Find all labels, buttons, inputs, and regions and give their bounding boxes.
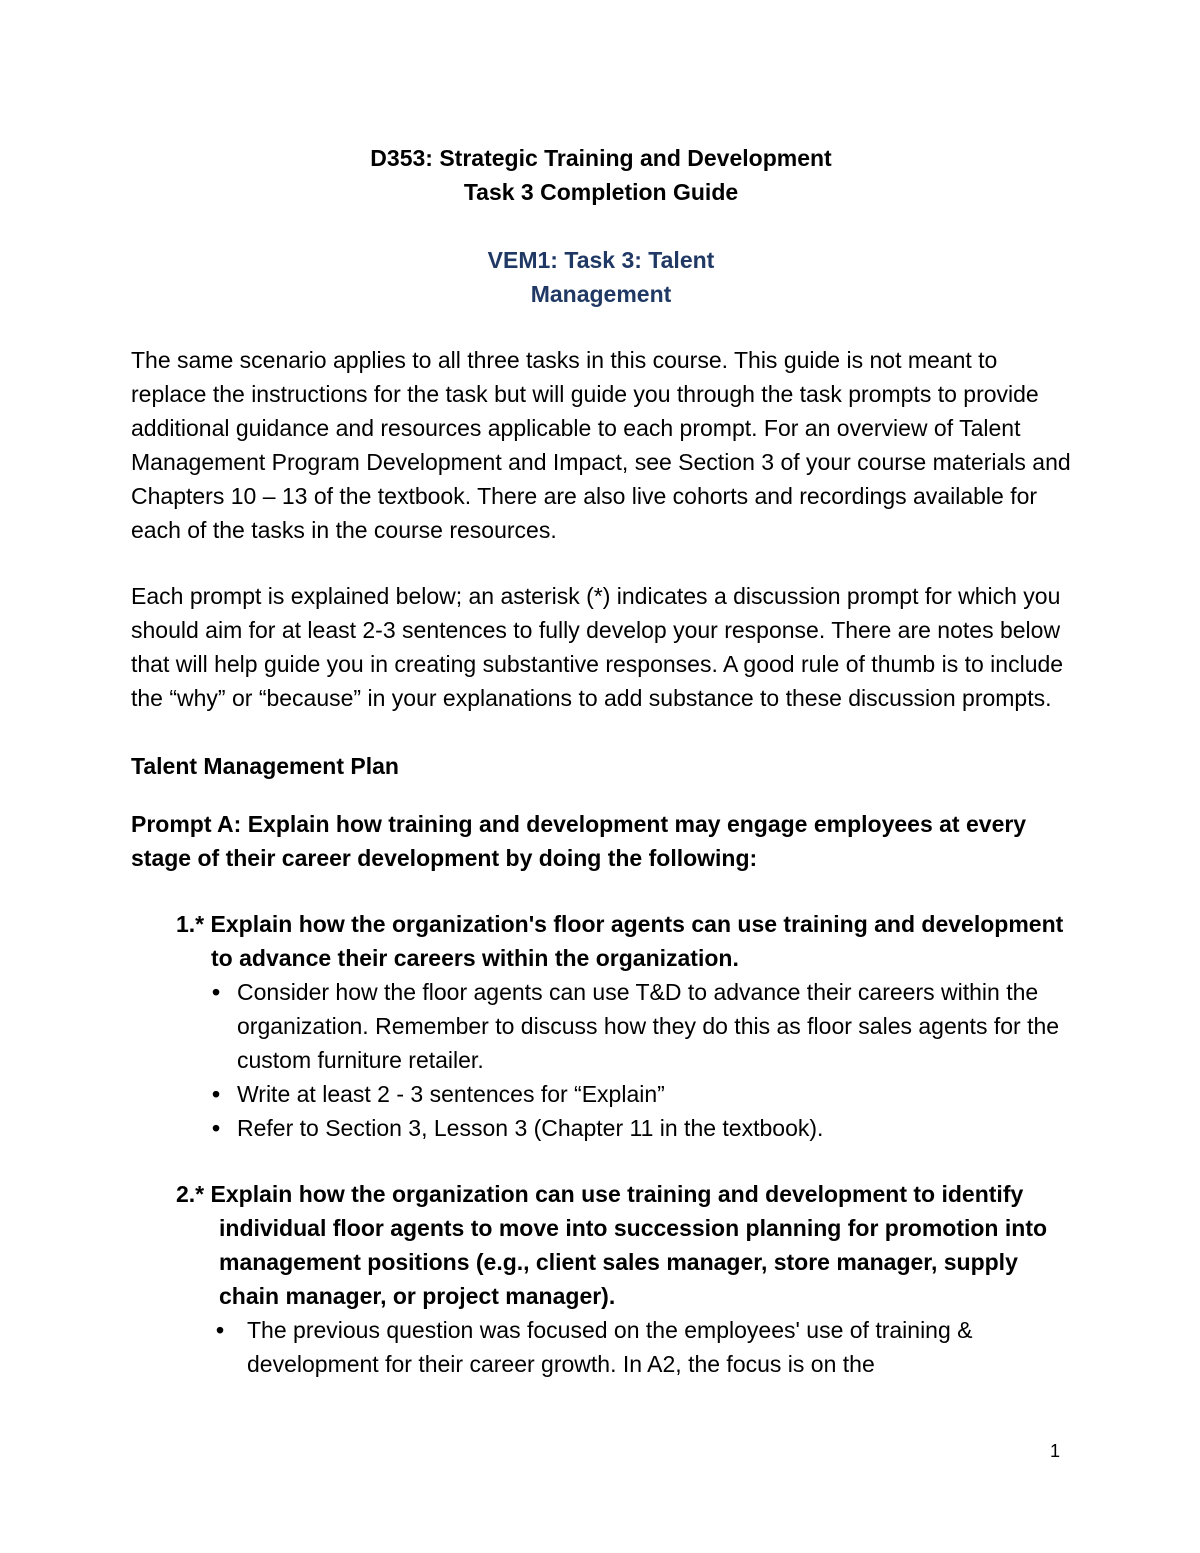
intro-paragraph: The same scenario applies to all three tasks in this course. This guide is not meant to replace the instructions for the task but will guide you through the task prompts to provide additional guidance and resources applicable to each prompt. For an overview of Talent Management Program Development and Impact, see Section 3 of your course materials and Chapters 10 – 13 of the textbook. There are also live cohorts and recordings available for each of the tasks in the course resources. [131,347,1071,543]
question-1: 1.* Explain how the organization's floor agents can use training and development to advance their careers within the organization. [176,911,1064,971]
explain-paragraph: Each prompt is explained below; an asterisk (*) indicates a discussion prompt for which you should aim for at least 2-3 sentences to fully develop your response. There are notes below that will help guide you in creating substantive responses. A good rule of thumb is to include the “why” or “because” in your explanations to add substance to these discussion prompts. [131,583,1064,711]
course-title: D353: Strategic Training and Development [370,145,832,171]
guide-title: Task 3 Completion Guide [463,179,739,205]
question-2-bullets [131,1313,1071,1381]
section-heading: Talent Management Plan [131,753,399,779]
title-block [131,141,1071,311]
page-number: 1 [1050,1441,1061,1461]
page-content [131,141,1071,1381]
task-title-line1: VEM1: Task 3: Talent [487,247,715,273]
question-2: 2.* Explain how the organization can use training and development to identify individual floor agents to move into succession planning for promotion into management positions (e.g., client sales manager, store manager, supply chain manager, or project manager). [176,1181,1048,1309]
prompt-a-heading: Prompt A: Explain how training and development may engage employees at every stage of their career development by doing the following: [131,811,1027,871]
bullet-item: • Refer to Section 3, Lesson 3 (Chapter 11 in the textbook). [131,1111,1071,1145]
task-title-line2: Management [530,281,672,307]
bullet-item: • The previous question was focused on the employees' use of training & development for their career growth. In A2, the focus is on the [131,1313,1071,1381]
bullet-item: • Consider how the floor agents can use T&D to advance their careers within the organization. Remember to discuss how they do this as floor sales agents for the custom furniture retailer. [131,975,1071,1077]
question-1-bullets [131,975,1071,1145]
bullet-item: • Write at least 2 - 3 sentences for “Explain” [131,1077,1071,1111]
